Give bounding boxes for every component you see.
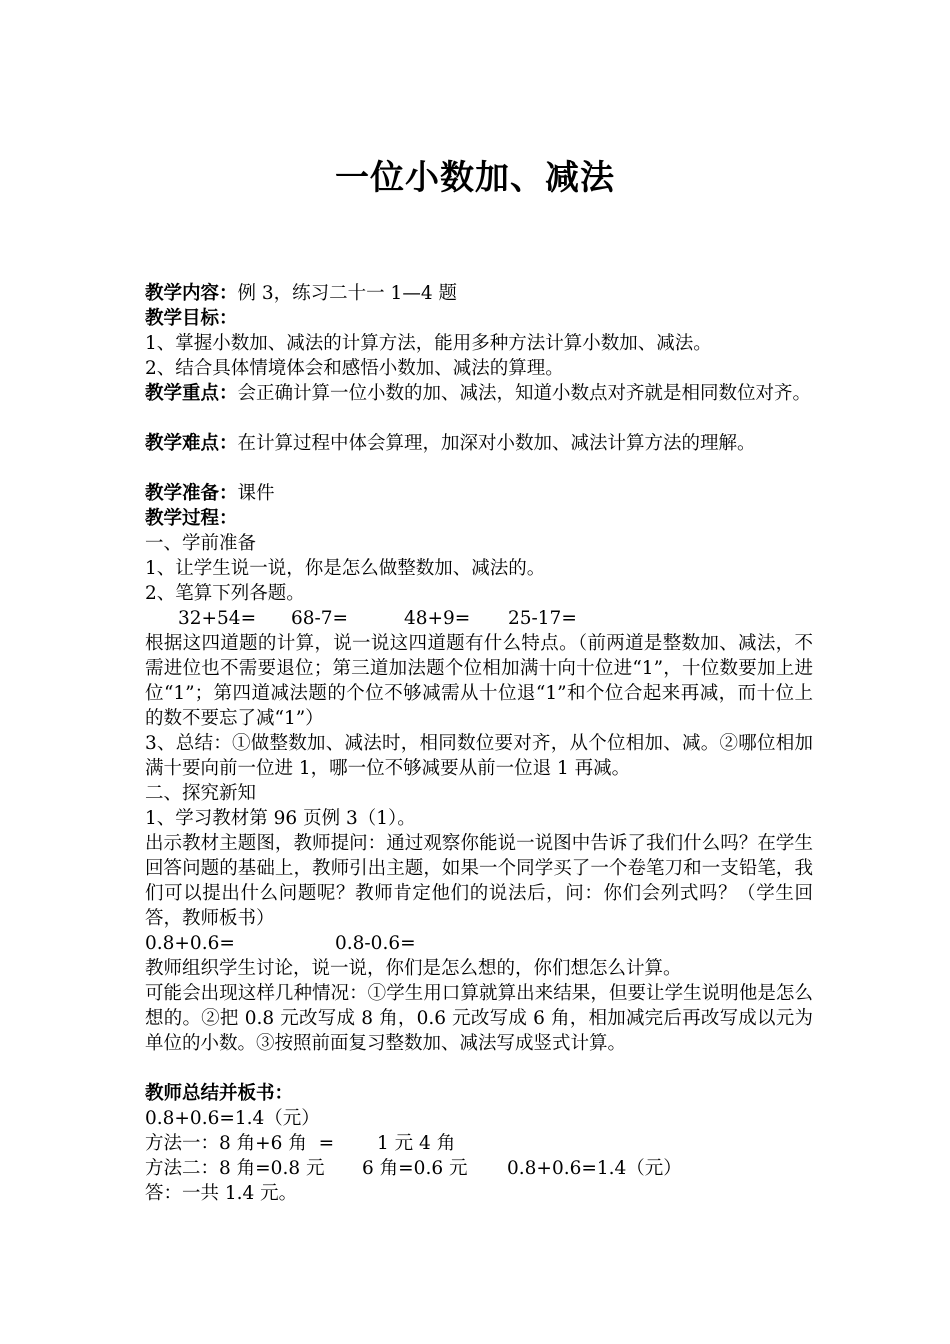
- method1-label: 方法一：: [145, 1133, 220, 1154]
- preparation-text: 课件: [237, 483, 275, 504]
- method2-label: 方法二：: [145, 1158, 220, 1179]
- teaching-content-text: 例 3，练习二十一 1—4 题: [237, 283, 457, 304]
- exercise-item: 32+54=: [178, 608, 257, 629]
- equation-item: 0.8+0.6=: [145, 933, 235, 954]
- key-point-label: 教学重点：: [145, 383, 238, 404]
- process-heading: [145, 506, 813, 531]
- key-point: [145, 381, 813, 431]
- method2-c: 0.8+0.6=1.4（元）: [507, 1158, 682, 1179]
- section1-heading: 一、学前准备: [145, 533, 257, 554]
- goal-item: 1、掌握小数加、减法的计算方法，能用多种方法计算小数加、减法。: [145, 333, 712, 354]
- exercise-item: 25-17=: [508, 608, 577, 629]
- method1-b: 1 元 4 角: [377, 1133, 456, 1154]
- preparation: [145, 481, 813, 506]
- exercise-row: [145, 606, 813, 631]
- goal-item: 2、结合具体情境体会和感悟小数加、减法的算理。: [145, 358, 564, 379]
- section1-step2: 2、笔算下列各题。: [145, 583, 305, 604]
- method2-a: 8 角=0.8 元: [219, 1158, 325, 1179]
- equation-item: 0.8-0.6=: [335, 933, 416, 954]
- section2-intro: 出示教材主题图，教师提问：通过观察你能说一说图中告诉了我们什么吗？在学生回答问题的基础上，教师引出主题，如果一个同学买了一个卷笔刀和一支铅笔，我们可以提出什么问题呢？教师肯定他们的说法后，问：你们会列式吗？（学生回答，教师板书）: [145, 833, 813, 929]
- method1-row: [145, 1131, 813, 1156]
- teaching-content-label: 教学内容：: [145, 283, 238, 304]
- exercise-item: 48+9=: [404, 608, 471, 629]
- difficulty-label: 教学难点：: [145, 433, 238, 454]
- exercise-item: 68-7=: [291, 608, 349, 629]
- section1-explanation: 根据这四道题的计算，说一说这四道题有什么特点。（前两道是整数加、减法，不需进位也不需要退位；第三道加法题个位相加满十向十位进“1”，十位数要加上进位“1”；第四道减法题的个位不够减需从十位退“1”和个位合起来再减，而十位上的数不要忘了减“1”）: [145, 633, 813, 729]
- board-heading: [145, 1081, 813, 1106]
- section2-situations: 可能会出现这样几种情况：①学生用口算就算出来结果，但要让学生说明他是怎么想的。②把 0.8 元改写成 8 角，0.6 元改写成 6 角，相加减完后再改写成以元为单位的小数。③按照前面复习整数加、减法写成竖式计算。: [145, 983, 813, 1054]
- teaching-content: [145, 281, 813, 306]
- preparation-label: 教学准备：: [145, 483, 238, 504]
- section1-summary: 3、总结：①做整数加、减法时，相同数位要对齐，从个位相加、减。②哪位相加满十要向前一位进 1，哪一位不够减要从前一位退 1 再减。: [145, 733, 813, 779]
- process-label: 教学过程：: [145, 508, 238, 529]
- method2-b: 6 角=0.6 元: [362, 1158, 468, 1179]
- key-point-text: 会正确计算一位小数的加、减法，知道小数点对齐就是相同数位对齐。: [237, 383, 812, 404]
- board-result: 0.8+0.6=1.4（元）: [145, 1108, 320, 1129]
- teaching-goals-label: 教学目标：: [145, 308, 238, 329]
- equation-row: [145, 931, 813, 956]
- section1-step1: 1、让学生说一说，你是怎么做整数加、减法的。: [145, 558, 546, 579]
- difficulty: [145, 431, 813, 481]
- document-title: 一位小数加、减法: [335, 158, 615, 198]
- board-answer: 答：一共 1.4 元。: [145, 1183, 298, 1204]
- document-body: [145, 281, 813, 1206]
- teaching-goals-heading: [145, 306, 813, 331]
- section2-step1: 1、学习教材第 96 页例 3（1）。: [145, 808, 416, 829]
- section2-discussion: 教师组织学生讨论，说一说，你们是怎么想的，你们想怎么计算。: [145, 958, 682, 979]
- board-label: 教师总结并板书：: [145, 1083, 294, 1104]
- method1-a: 8 角+6 角 =: [219, 1133, 335, 1154]
- method2-row: [145, 1156, 813, 1181]
- section2-heading: 二、探究新知: [145, 783, 257, 804]
- difficulty-text: 在计算过程中体会算理，加深对小数加、减法计算方法的理解。: [237, 433, 756, 454]
